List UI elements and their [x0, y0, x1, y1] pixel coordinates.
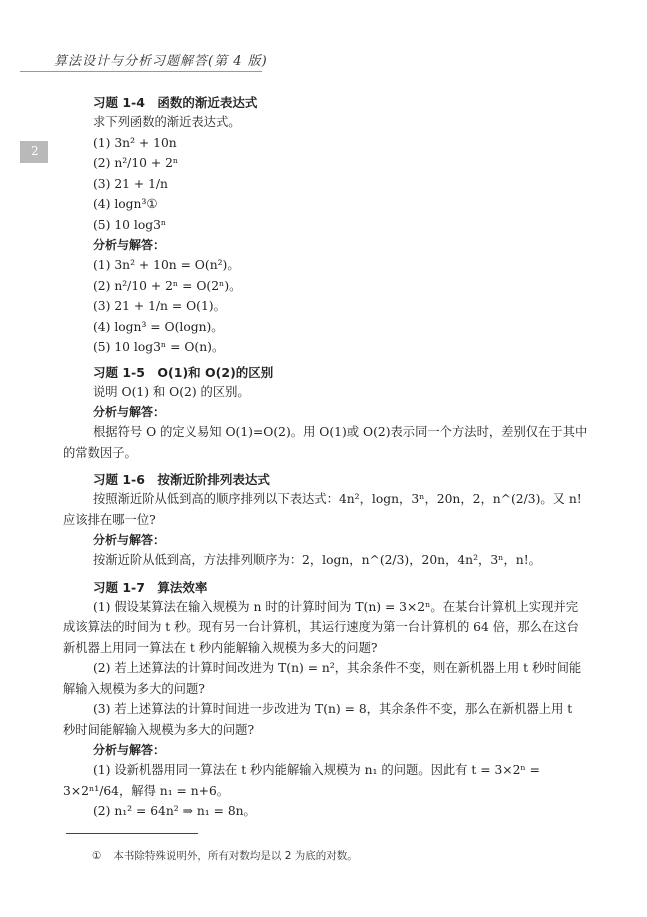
exercise-1-7-answer-1: (1) 设新机器用同一算法在 t 秒内能解输入规模为 n₁ 的问题。因此有 t = 3×2ⁿ = 3×2ⁿ¹/64，解得 n₁ = n+6。	[63, 763, 540, 798]
footnote-mark: ①	[92, 850, 102, 862]
exercise-1-4-item: (3) 21 + 1/n	[93, 176, 168, 191]
exercise-1-4-answer: (3) 21 + 1/n = O(1)。	[93, 299, 226, 313]
exercise-1-4-title: 习题 1-4 函数的渐近表达式	[93, 95, 258, 110]
page-number: 2	[31, 144, 39, 158]
header-rule	[20, 71, 262, 72]
exercise-1-6-title: 习题 1-6 按渐近阶排列表达式	[93, 472, 270, 487]
exercise-1-4-answer: (4) logn³ = O(logn)。	[93, 319, 224, 334]
exercise-1-4-item: (1) 3n² + 10n	[93, 135, 177, 150]
exercise-1-4-prompt: 求下列函数的渐近表达式。	[93, 115, 241, 129]
exercise-1-6-prompt: 按照渐近阶从低到高的顺序排列以下表达式：4n²，logn，3ⁿ，20n，2，n^(2/3)。又 n! 应该排在哪一位?	[63, 492, 582, 527]
exercise-1-4-item: (5) 10 log3ⁿ	[93, 217, 167, 232]
exercise-1-4-answer: (2) n²/10 + 2ⁿ = O(2ⁿ)。	[93, 278, 242, 293]
exercise-1-6-answer-label: 分析与解答：	[93, 533, 166, 547]
exercise-1-7-answer-label: 分析与解答：	[93, 743, 166, 757]
exercise-1-7-question-1: (1) 假设某算法在输入规模为 n 时的计算时间为 T(n) = 3×2ⁿ。在某台计算机上实现并完成该算法的时间为 t 秒。现有另一台计算机，其运行速度为第一台计算机的 64 倍，那么在这台新机器上用同一算法在 t 秒内能解输入规模为多大的问题?	[63, 599, 579, 655]
exercise-1-4-item: (2) n²/10 + 2ⁿ	[93, 156, 179, 170]
footnote-rule	[66, 833, 198, 834]
exercise-1-4-answer: (5) 10 log3ⁿ = O(n)。	[93, 340, 225, 354]
exercise-1-7-answer-2: (2) n₁² = 64n² ⇒ n₁ = 8n。	[93, 804, 256, 818]
exercise-1-4-answer: (1) 3n² + 10n = O(n²)。	[93, 258, 240, 272]
exercise-1-5-title: 习题 1-5 O(1)和 O(2)的区别	[93, 364, 274, 380]
exercise-1-5-prompt: 说明 O(1) 和 O(2) 的区别。	[93, 384, 250, 399]
running-header: 算法设计与分析习题解答(第 4 版)	[54, 54, 268, 69]
page-content	[63, 94, 588, 822]
exercise-1-4-answer-label: 分析与解答：	[93, 238, 166, 252]
exercise-1-5-answer: 根据符号 O 的定义易知 O(1)=O(2)。用 O(1)或 O(2)表示同一个方法时，差别仅在于其中的常数因子。	[63, 425, 588, 460]
exercise-1-7-question-2: (2) 若上述算法的计算时间改进为 T(n) = n²，其余条件不变，则在新机器上用 t 秒时间能解输入规模为多大的问题?	[63, 661, 582, 696]
exercise-1-7-title: 习题 1-7 算法效率	[93, 579, 208, 595]
exercise-1-7-question-3: (3) 若上述算法的计算时间进一步改进为 T(n) = 8，其余条件不变，那么在新机器上用 t 秒时间能解输入规模为多大的问题?	[63, 702, 573, 737]
exercise-1-4-item: (4) logn³①	[93, 197, 158, 211]
exercise-1-6-answer: 按渐近阶从低到高，方法排列顺序为：2，logn，n^(2/3)，20n，4n²，3ⁿ，n!。	[93, 553, 541, 567]
footnote	[92, 848, 358, 863]
exercise-1-5-answer-label: 分析与解答：	[93, 405, 166, 419]
footnote-text: 本书除特殊说明外，所有对数均是以 2 为底的对数。	[113, 850, 358, 862]
